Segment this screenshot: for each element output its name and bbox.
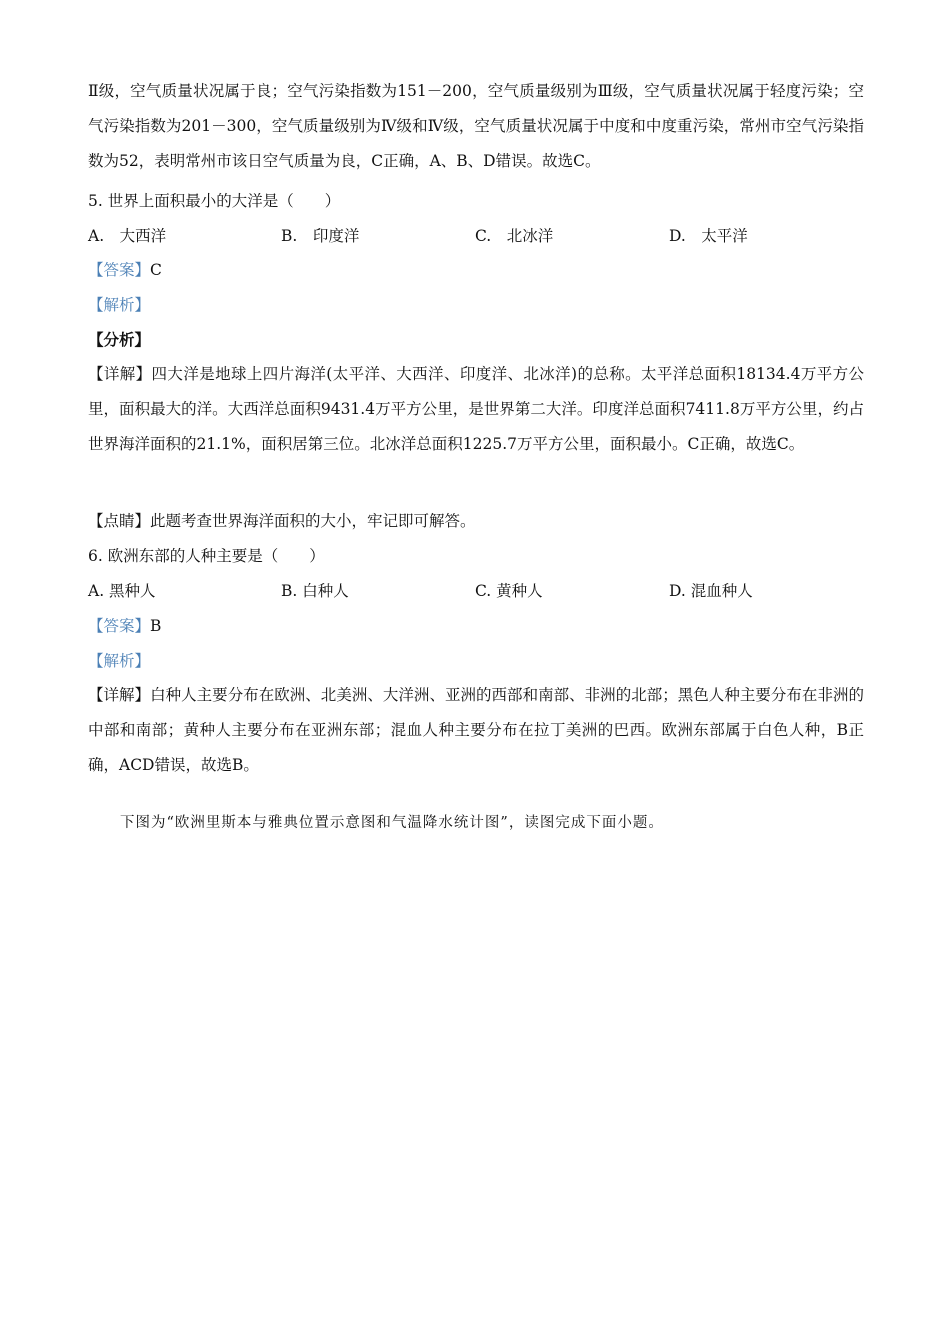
- q6-option-d: D. 混血种人: [669, 582, 753, 600]
- intro-paragraph: Ⅱ级，空气质量状况属于良；空气污染指数为151－200，空气质量级别为Ⅲ级，空气质量状况属于轻度污染；空气污染指数为201－300，空气质量级别为Ⅳ级和Ⅳ级，空气质量状况属于中度和中度重污染，常州市空气污染指数为52，表明常州市该日空气质量为良，C正确，A、B、D错误。故选C。: [88, 82, 864, 170]
- q6-answer-value: B: [150, 617, 162, 635]
- q5-question: 5. 世界上面积最小的大洋是（ ）: [88, 192, 341, 210]
- q5-option-b: B. 印度洋: [281, 227, 360, 245]
- q6-analysis-label: 【解析】: [88, 652, 151, 670]
- q5-option-d: D. 太平洋: [669, 227, 748, 245]
- q5-detail-text: 四大洋是地球上四片海洋(太平洋、大西洋、印度洋、北冰洋)的总称。太平洋总面积18134.4万平方公里，面积最大的洋。大西洋总面积9431.4万平方公里，是世界第二大洋。印度洋总面积7411.8万平方公里，约占世界海洋面积的21.1%，面积居第三位。北冰洋总面积1225.7万平方公里，面积最小。C正确，故选C。: [88, 365, 864, 453]
- q6-detail-label: 【详解】: [88, 686, 151, 704]
- q5-dianjing-text: 此题考查世界海洋面积的大小，牢记即可解答。: [150, 512, 476, 530]
- q6-option-a: A. 黑种人: [88, 582, 156, 600]
- q6-answer: [88, 614, 161, 638]
- q5-dianjing-label: 【点睛】: [88, 512, 151, 530]
- q5-analysis-label: 【解析】: [88, 296, 151, 314]
- q5-dianjing: [88, 509, 476, 533]
- q6-answer-label: 【答案】: [88, 617, 151, 635]
- q6-detail: [88, 678, 864, 783]
- q5-answer: [88, 258, 162, 282]
- q5-answer-label: 【答案】: [88, 261, 151, 279]
- q6-detail-text: 白种人主要分布在欧洲、北美洲、大洋洲、亚洲的西部和南部、非洲的北部；黑色人种主要分布在非洲的中部和南部；黄种人主要分布在亚洲东部；混血人种主要分布在拉丁美洲的巴西。欧洲东部属于白色人种，B正确，ACD错误，故选B。: [88, 686, 864, 774]
- q5-option-a: A. 大西洋: [88, 227, 167, 245]
- figure-caption: 下图为“欧洲里斯本与雅典位置示意图和气温降水统计图”，读图完成下面小题。: [120, 814, 664, 831]
- q5-detail-label: 【详解】: [88, 365, 152, 383]
- q6-question: 6. 欧洲东部的人种主要是（ ）: [88, 547, 325, 565]
- q6-option-b: B. 白种人: [281, 582, 349, 600]
- q5-fenxi-label: 【分析】: [88, 330, 151, 349]
- q5-detail: [88, 357, 864, 462]
- q5-answer-value: C: [150, 261, 162, 279]
- q6-option-c: C. 黄种人: [475, 582, 543, 600]
- q5-option-c: C. 北冰洋: [475, 227, 554, 245]
